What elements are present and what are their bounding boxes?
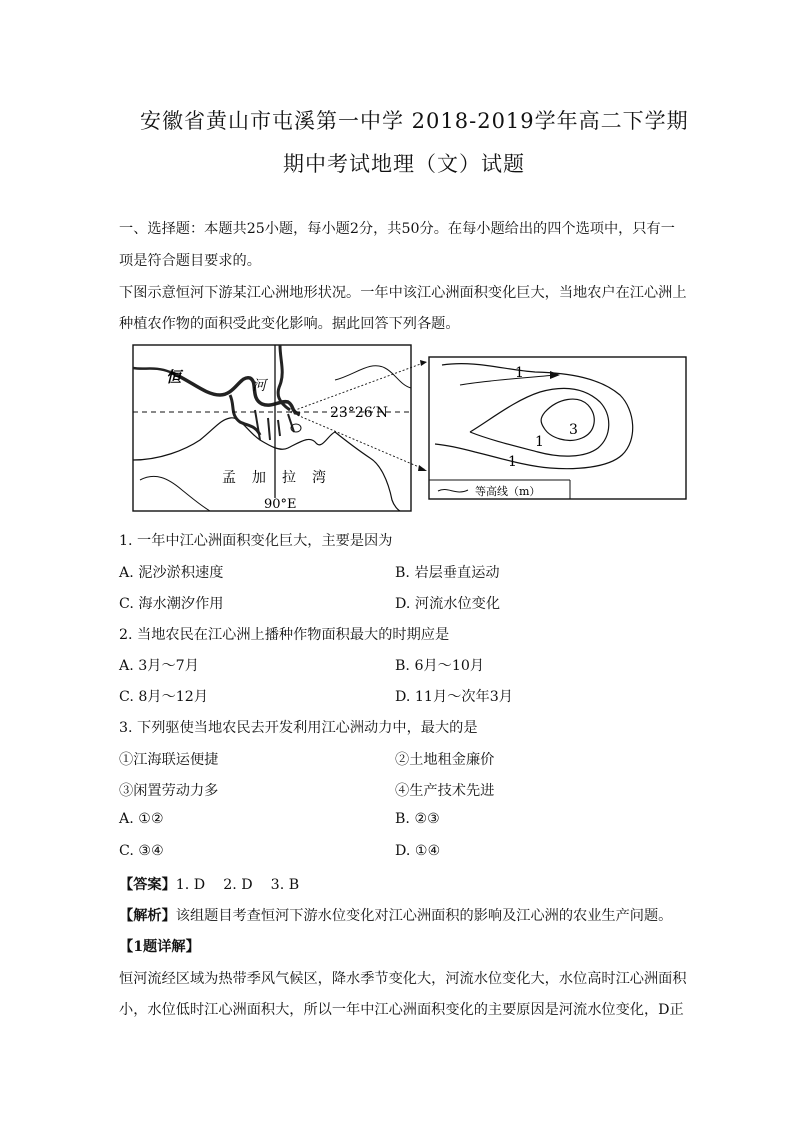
- question-3-item-4: ④生产技术先进: [395, 783, 495, 799]
- legend-line-sample: [438, 490, 468, 492]
- question-3-option-b: B. ②③: [395, 811, 440, 827]
- contour-label-1b: 1: [535, 434, 544, 450]
- question-1-option-a: A. 泥沙淤积速度: [119, 565, 224, 581]
- label-he: 河: [252, 378, 266, 394]
- question-1-option-d: D. 河流水位变化: [395, 596, 501, 612]
- question-2-stem: 2. 当地农民在江心洲上播种作物面积最大的时期应是: [119, 627, 450, 643]
- east-ridge: [335, 366, 411, 388]
- page-title-line2: 期中考试地理（文）试题: [283, 152, 525, 176]
- question-1-option-c: C. 海水潮汐作用: [119, 596, 224, 612]
- label-bay-2: 加: [252, 470, 266, 486]
- label-longitude: 90°E: [264, 497, 297, 512]
- label-latitude: 23°26′N: [330, 405, 389, 421]
- detail-line1: 恒河流经区域为热带季风气候区，降水季节变化大，河流水位变化大，水位高时江心洲面积: [119, 971, 687, 987]
- question-1-option-b: B. 岩层垂直运动: [395, 565, 500, 581]
- question-3-item-1: ①江海联运便捷: [119, 752, 219, 768]
- section-instruction-line1: 一、选择题：本题共25小题，每小题2分，共50分。在每小题给出的四个选项中，只有一: [119, 221, 675, 237]
- contour-label-3: 3: [569, 422, 578, 438]
- contour-label-1: 1: [515, 365, 524, 381]
- label-bay-3: 拉: [282, 470, 296, 486]
- answer-line: [119, 874, 299, 894]
- question-3-item-3: ③闲置劳动力多: [119, 783, 219, 799]
- inset-frame: [429, 357, 686, 499]
- contour-outer: [435, 364, 633, 469]
- flow-arrow: [460, 375, 555, 385]
- question-2-option-a: A. 3月～7月: [119, 658, 199, 674]
- question-2-option-c: C. 8月～12月: [119, 689, 209, 705]
- question-3-option-d: D. ①④: [395, 843, 441, 859]
- analysis-label: 【解析】: [119, 908, 176, 924]
- legend-label: 等高线（m）: [475, 485, 541, 498]
- question-2-option-b: B. 6月～10月: [395, 658, 485, 674]
- page-title-line1: 安徽省黄山市屯溪第一中学 2018-2019学年高二下学期: [140, 109, 689, 133]
- detail-line2: 小，水位低时江心洲面积大，所以一年中江心洲面积变化的主要原因是河流水位变化，D正: [119, 1002, 684, 1018]
- leader-arrow-top: [420, 360, 427, 366]
- question-2-option-d: D. 11月～次年3月: [395, 689, 513, 705]
- question-3-stem: 3. 下列驱使当地农民去开发利用江心洲动力中，最大的是: [119, 720, 478, 736]
- question-3-item-2: ②土地租金廉价: [395, 752, 495, 768]
- question-3-option-c: C. ③④: [119, 843, 164, 859]
- answer-text: 1. D 2. D 3. B: [175, 877, 300, 893]
- flow-arrowhead: [550, 371, 560, 379]
- small-river: [133, 368, 170, 372]
- intro-line1: 下图示意恒河下游某江心洲地形状况。一年中该江心洲面积变化巨大，当地农户在江心洲上: [119, 285, 687, 301]
- hills: [140, 476, 210, 511]
- contour-inner: [541, 399, 594, 440]
- detail-label: 【1题详解】: [119, 939, 200, 955]
- intro-line2: 种植农作物的面积受此变化影响。据此回答下列各题。: [119, 316, 460, 332]
- label-bay-1: 孟: [222, 470, 236, 486]
- figure-map: [130, 340, 690, 515]
- analysis-line: [119, 905, 672, 925]
- analysis-text: 该组题目考查恒河下游水位变化对江心洲面积的影响及江心洲的农业生产问题。: [175, 908, 673, 924]
- answer-label: 【答案】: [119, 877, 176, 893]
- label-bay-4: 湾: [312, 470, 326, 486]
- question-3-option-a: A. ①②: [119, 811, 164, 827]
- leader-arrow-bottom: [418, 465, 427, 471]
- contour-label-1c: 1: [508, 454, 517, 470]
- section-instruction-line2: 项是符合题目要求的。: [119, 253, 261, 269]
- label-heng: 恒: [166, 368, 182, 386]
- question-1-stem: 1. 一年中江心洲面积变化巨大，主要是因为: [119, 533, 393, 549]
